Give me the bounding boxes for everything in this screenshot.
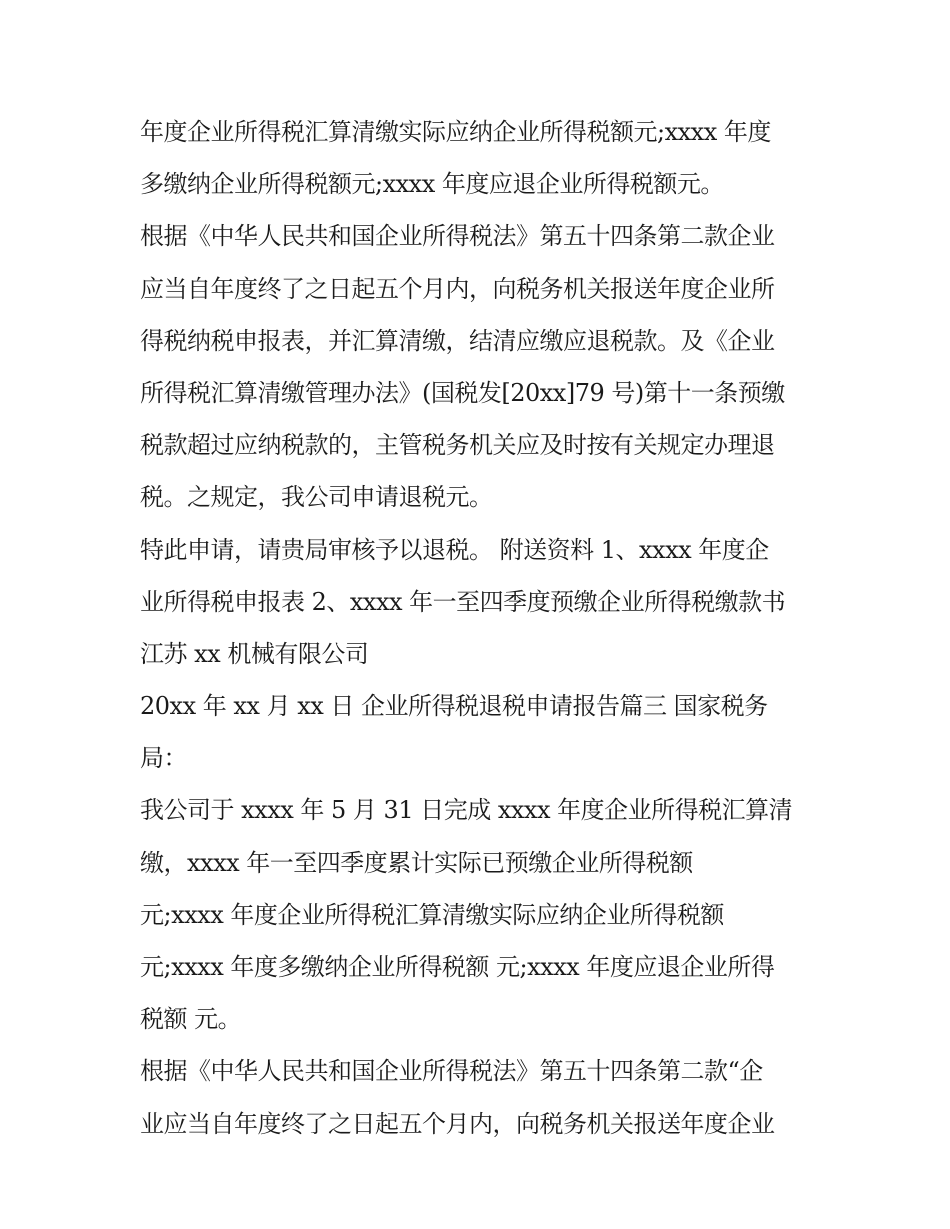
text-line: 元;xxxx 年度多缴纳企业所得税额 元;xxxx 年度应退企业所得 bbox=[140, 953, 775, 981]
text-line: 20xx 年 xx 月 xx 日 企业所得税退税申请报告篇三 国家税务 bbox=[140, 692, 768, 721]
text-line: 多缴纳企业所得税额元;xxxx 年度应退企业所得税额元。 bbox=[140, 170, 724, 199]
text-line: 元;xxxx 年度企业所得税汇算清缴实际应纳企业所得税额 bbox=[140, 900, 724, 929]
document-body bbox=[140, 111, 820, 1155]
text-line: 所得税汇算清缴管理办法》(国税发[20xx]79 号)第十一条预缴 bbox=[140, 378, 785, 407]
text-line: 局： bbox=[140, 744, 187, 773]
text-line: 应当自年度终了之日起五个月内，向税务机关报送年度企业所 bbox=[140, 274, 775, 303]
text-line: 得税纳税申报表，并汇算清缴，结清应缴应退税款。及《企业 bbox=[140, 326, 775, 355]
text-line: 特此申请，请贵局审核予以退税。 附送资料 1、xxxx 年度企 bbox=[140, 535, 769, 564]
text-line: 年度企业所得税汇算清缴实际应纳企业所得税额元;xxxx 年度 bbox=[140, 118, 771, 146]
text-line: 业应当自年度终了之日起五个月内，向税务机关报送年度企业 bbox=[140, 1109, 775, 1138]
text-line: 税。之规定，我公司申请退税元。 bbox=[140, 483, 493, 512]
text-line: 我公司于 xxxx 年 5 月 31 日完成 xxxx 年度企业所得税汇算清 bbox=[140, 796, 793, 825]
text-line: 税款超过应纳税款的，主管税务机关应及时按有关规定办理退 bbox=[140, 431, 775, 460]
text-line: 根据《中华人民共和国企业所得税法》第五十四条第二款企业 bbox=[140, 222, 775, 251]
text-line: 业所得税申报表 2、xxxx 年一至四季度预缴企业所得税缴款书 bbox=[140, 587, 786, 616]
text-line: 税额 元。 bbox=[140, 1005, 242, 1034]
company-name: 江苏 xx 机械有限公司 bbox=[140, 639, 369, 668]
text-line: 缴，xxxx 年一至四季度累计实际已预缴企业所得税额 bbox=[140, 848, 693, 877]
text-line: 根据《中华人民共和国企业所得税法》第五十四条第二款“企 bbox=[140, 1057, 763, 1086]
